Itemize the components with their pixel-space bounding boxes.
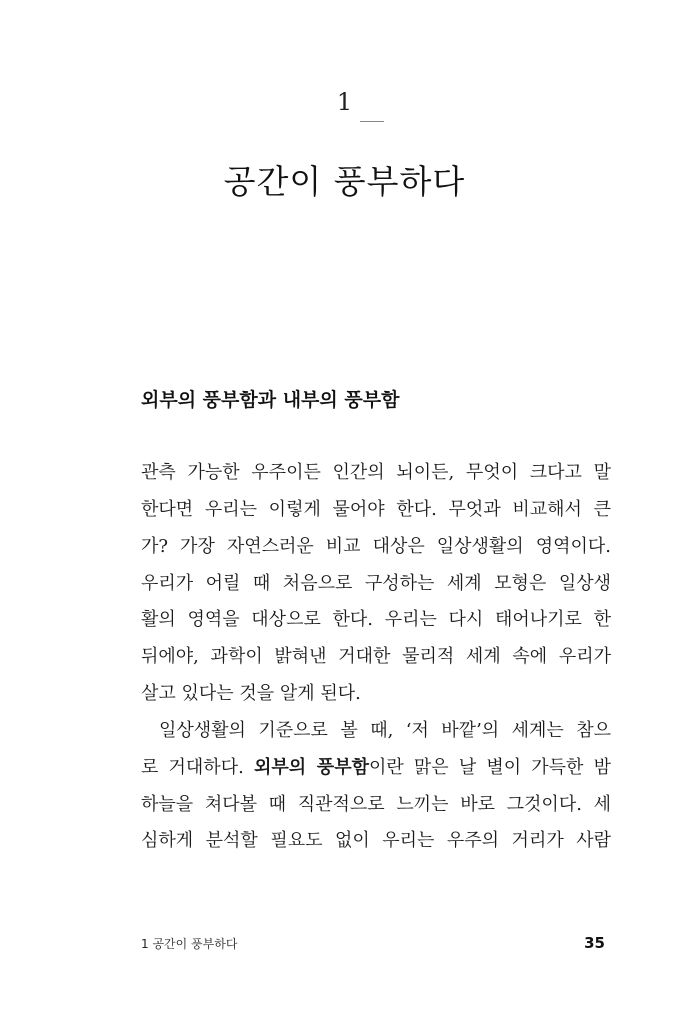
- body-line: 일상생활의 기준으로 볼 때, ‘저 바깥’의 세계는 참으: [159, 719, 611, 741]
- body-text-segment: 로 거대하다.: [141, 756, 254, 778]
- body-text: [141, 455, 611, 860]
- chapter-number: 1: [336, 88, 353, 116]
- body-line: 살고 있다는 것을 알게 된다.: [141, 683, 361, 705]
- emphasis-term: 외부의 풍부함: [253, 756, 369, 778]
- body-text-segment: 이란 맑은 날 별이 가득한 밤: [368, 756, 611, 778]
- body-line: 관측 가능한 우주이든 인간의 뇌이든, 무엇이 크다고 말: [141, 462, 611, 483]
- footer-page-number: 35: [584, 934, 605, 952]
- body-line: 하늘을 쳐다볼 때 직관적으로 느끼는 바로 그것이다. 세: [141, 793, 611, 815]
- body-line: 한다면 우리는 이렇게 물어야 한다. 무엇과 비교해서 큰: [141, 498, 611, 520]
- footer-running-title: 1 공간이 풍부하다: [141, 937, 238, 951]
- body-line: [141, 750, 611, 787]
- chapter-title: 공간이 풍부하다: [223, 162, 466, 201]
- body-line: 뒤에야, 과학이 밝혀낸 거대한 물리적 세계 속에 우리가: [141, 646, 611, 668]
- body-line: 가? 가장 자연스러운 비교 대상은 일상생활의 영역이다.: [141, 535, 611, 557]
- chapter-number-rule: [360, 121, 384, 122]
- body-line: 우리가 어릴 때 처음으로 구성하는 세계 모형은 일상생: [141, 572, 611, 594]
- section-heading: 외부의 풍부함과 내부의 풍부함: [141, 389, 400, 411]
- body-line: 심하게 분석할 필요도 없이 우리는 우주의 거리가 사람: [141, 830, 611, 852]
- body-line: 활의 영역을 대상으로 한다. 우리는 다시 태어나기로 한: [141, 609, 611, 631]
